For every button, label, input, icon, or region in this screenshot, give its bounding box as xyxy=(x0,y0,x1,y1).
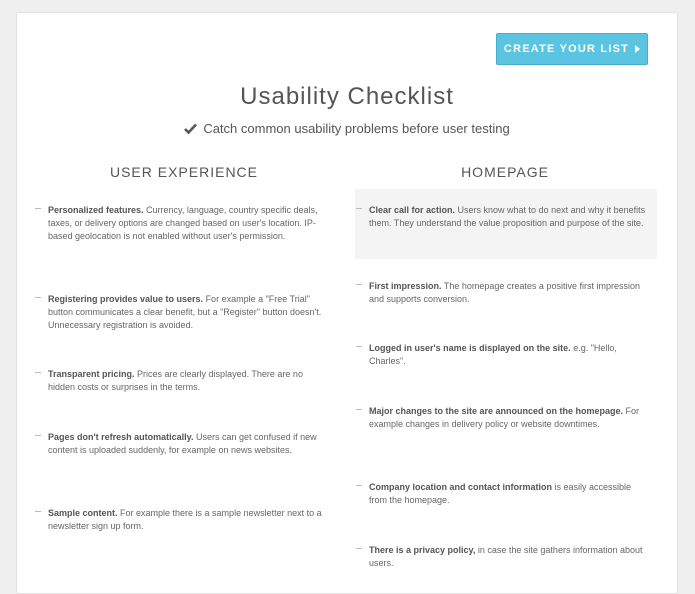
page-title: Usability Checklist xyxy=(240,83,454,110)
create-your-list-label: CREATE YOUR LIST xyxy=(503,43,630,55)
checkbox[interactable] xyxy=(356,409,362,410)
checklist-item[interactable]: There is a privacy policy, in case the site gathers information about users. xyxy=(369,544,647,570)
checkbox[interactable] xyxy=(35,435,41,436)
checkbox[interactable] xyxy=(356,284,362,285)
checkbox[interactable] xyxy=(356,346,362,347)
checkbox[interactable] xyxy=(35,511,41,512)
checkbox[interactable] xyxy=(356,208,362,209)
checkmark-icon xyxy=(184,123,197,134)
checklist-item[interactable]: Major changes to the site are announced on the homepage. For example changes in delivery policy or website downtimes. xyxy=(369,405,647,431)
checklist-item[interactable]: Registering provides value to users. For example a "Free Trial" button communicates a clear benefit, but a "Register" button doesn't. Unnecessary registration is avoided. xyxy=(48,293,326,332)
checklist-item[interactable]: First impression. The homepage creates a positive first impression and supports conversion. xyxy=(369,280,647,306)
checklist-item[interactable]: Transparent pricing. Prices are clearly displayed. There are no hidden costs or surprises in the terms. xyxy=(48,368,326,394)
checklist-item[interactable]: Sample content. For example there is a sample newsletter next to a newsletter sign up form. xyxy=(48,507,326,533)
checkbox[interactable] xyxy=(35,372,41,373)
caret-right-icon xyxy=(635,45,640,53)
create-your-list-button[interactable] xyxy=(496,33,648,65)
checkbox[interactable] xyxy=(356,485,362,486)
page-subtitle xyxy=(17,121,677,136)
checklist-item[interactable]: Pages don't refresh automatically. Users can get confused if new content is uploaded suddenly, for example on news websites. xyxy=(48,431,326,457)
checklist-item[interactable]: Personalized features. Currency, language, country specific deals, taxes, or delivery options are changed based on user's location. IP-based geolocation is not enabled without user's permission. xyxy=(48,204,326,243)
checkbox[interactable] xyxy=(35,208,41,209)
column-heading-homepage: HOMEPAGE xyxy=(461,164,549,180)
checklist-item[interactable]: Company location and contact information is easily accessible from the homepage. xyxy=(369,481,647,507)
checklist-item[interactable]: Clear call for action. Users know what to do next and why it benefits them. They understand the value proposition and purpose of the site. xyxy=(369,204,647,230)
checklist-item[interactable]: Logged in user's name is displayed on the site. e.g. "Hello, Charles". xyxy=(369,342,647,368)
column-heading-user-experience: USER EXPERIENCE xyxy=(109,164,259,180)
checkbox[interactable] xyxy=(356,548,362,549)
checkbox[interactable] xyxy=(35,297,41,298)
checklist-card xyxy=(16,12,678,594)
subtitle-text: Catch common usability problems before user testing xyxy=(203,121,510,136)
